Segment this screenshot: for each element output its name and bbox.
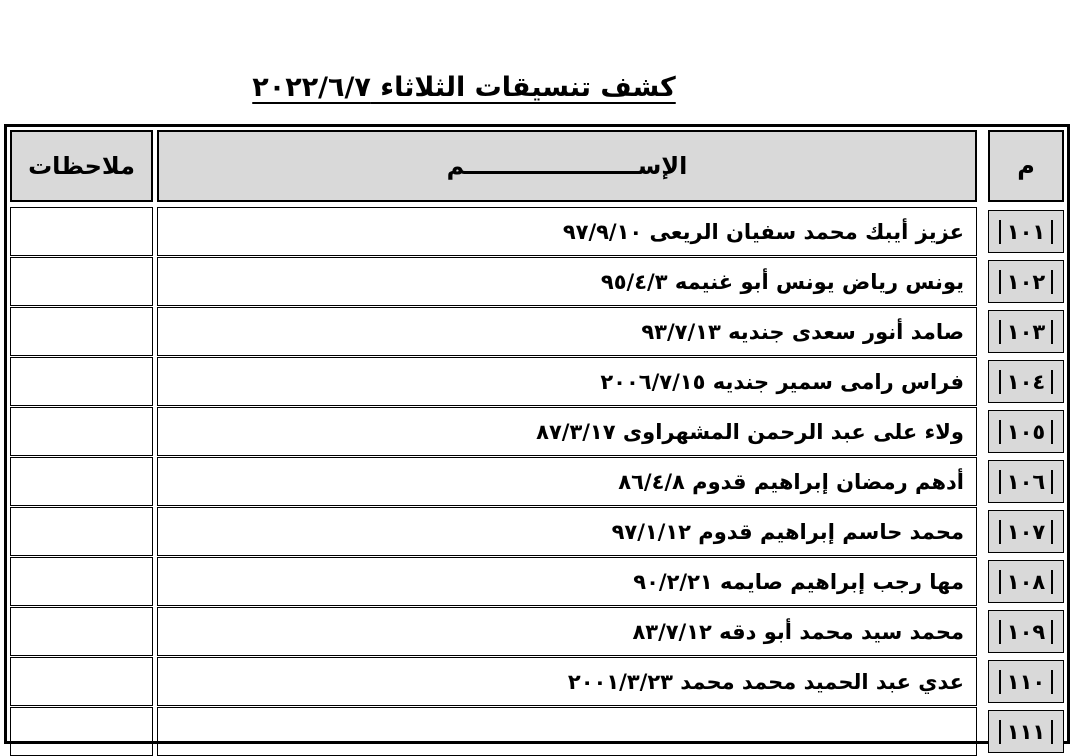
row-number: ١١٠ bbox=[988, 660, 1064, 703]
row-name: مها رجب إبراهيم صايمه ٩٠/٢/٢١ bbox=[157, 557, 977, 606]
names-table bbox=[4, 124, 1070, 744]
row-notes bbox=[10, 407, 153, 456]
row-name: ولاء على عبد الرحمن المشهراوى ٨٧/٣/١٧ bbox=[157, 407, 977, 456]
row-number: ١٠٥ bbox=[988, 410, 1064, 453]
row-notes bbox=[10, 207, 153, 256]
row-notes bbox=[10, 557, 153, 606]
row-notes bbox=[10, 307, 153, 356]
row-name: أدهم رمضان إبراهيم قدوم ٨٦/٤/٨ bbox=[157, 457, 977, 506]
table-row bbox=[7, 357, 1067, 406]
header-name: الإســـــــــــــــــــــم bbox=[157, 130, 977, 202]
row-notes bbox=[10, 457, 153, 506]
row-name: عزيز أيبك محمد سفيان الريعى ٩٧/٩/١٠ bbox=[157, 207, 977, 256]
table-row bbox=[7, 607, 1067, 656]
row-name: محمد سيد محمد أبو دقه ٨٣/٧/١٢ bbox=[157, 607, 977, 656]
row-notes bbox=[10, 507, 153, 556]
row-number: ١٠٢ bbox=[988, 260, 1064, 303]
table-row bbox=[7, 507, 1067, 556]
row-number: ١٠١ bbox=[988, 210, 1064, 253]
row-number: ١١١ bbox=[988, 710, 1064, 753]
row-name: فراس رامى سمير جنديه ٢٠٠٦/٧/١٥ bbox=[157, 357, 977, 406]
row-name bbox=[157, 707, 977, 756]
row-number: ١٠٧ bbox=[988, 510, 1064, 553]
row-number: ١٠٣ bbox=[988, 310, 1064, 353]
row-notes bbox=[10, 707, 153, 756]
table-row bbox=[7, 307, 1067, 356]
row-name: صامد أنور سعدى جنديه ٩٣/٧/١٣ bbox=[157, 307, 977, 356]
row-notes bbox=[10, 657, 153, 706]
table-row bbox=[7, 207, 1067, 256]
table-row bbox=[7, 407, 1067, 456]
header-notes: ملاحظات bbox=[10, 130, 153, 202]
table-row bbox=[7, 707, 1067, 756]
row-number: ١٠٦ bbox=[988, 460, 1064, 503]
table-row bbox=[7, 657, 1067, 706]
table-header-row bbox=[7, 127, 1067, 205]
row-name: يونس رياض يونس أبو غنيمه ٩٥/٤/٣ bbox=[157, 257, 977, 306]
table-row bbox=[7, 557, 1067, 606]
row-name: محمد حاسم إبراهيم قدوم ٩٧/١/١٢ bbox=[157, 507, 977, 556]
row-name: عدي عبد الحميد محمد محمد ٢٠٠١/٣/٢٣ bbox=[157, 657, 977, 706]
row-number: ١٠٨ bbox=[988, 560, 1064, 603]
page-title: كشف تنسيقات الثلاثاء ٢٠٢٢/٦/٧ bbox=[252, 72, 676, 103]
row-number: ١٠٤ bbox=[988, 360, 1064, 403]
table-row bbox=[7, 257, 1067, 306]
row-notes bbox=[10, 257, 153, 306]
row-number: ١٠٩ bbox=[988, 610, 1064, 653]
header-number: م bbox=[988, 130, 1064, 202]
table-row bbox=[7, 457, 1067, 506]
row-notes bbox=[10, 607, 153, 656]
row-notes bbox=[10, 357, 153, 406]
